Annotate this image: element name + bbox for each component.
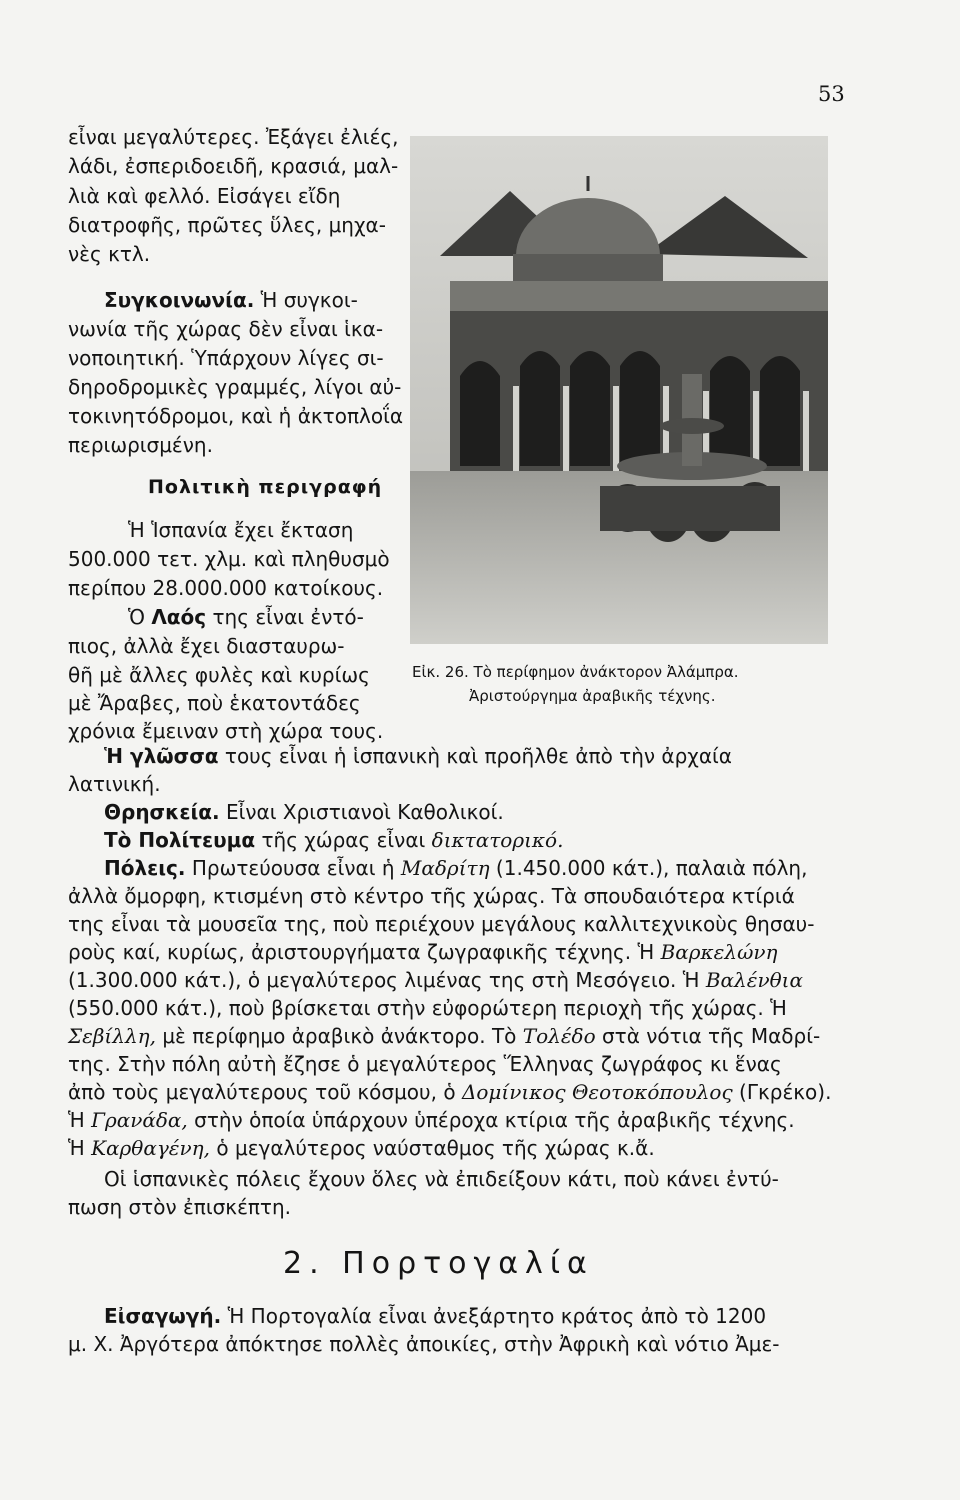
text-line: ἀλλὰ ὄμορφη, κτισμένη στὸ κέντρο τῆς χώρας. Τὰ σπουδαιότερα κτίριά bbox=[68, 884, 795, 908]
text-span: Βαλένθια bbox=[705, 968, 804, 992]
text-line: διατροφῆς, πρῶτες ὕλες, μηχα- bbox=[68, 213, 386, 237]
intro-title: Εἰσαγωγή. bbox=[104, 1304, 222, 1328]
text-span: Σεβίλλη, bbox=[68, 1024, 156, 1048]
text-line: της εἶναι τὰ μουσεῖα της, ποὺ περιέχουν μεγάλους καλλιτεχνικοὺς θησαυ- bbox=[68, 912, 815, 936]
text-line: λιὰ καὶ φελλό. Εἰσάγει εἴδη bbox=[68, 184, 341, 208]
text-span: στὴν ὁποία ὑπάρχουν ὑπέροχα κτίρια τῆς ἀραβικῆς τέχνης. bbox=[187, 1108, 795, 1132]
religion-title: Θρησκεία. bbox=[104, 800, 220, 824]
text-line: πιος, ἀλλὰ ἔχει διασταυρω- bbox=[68, 634, 345, 658]
text-span: Καρθαγένη, bbox=[91, 1136, 211, 1160]
text-line bbox=[68, 967, 803, 993]
text-line: 500.000 τετ. χλμ. καὶ πληθυσμὸ bbox=[68, 547, 390, 571]
alhambra-photo-illustration bbox=[410, 136, 828, 644]
paragraph-government bbox=[104, 827, 563, 853]
page-number: 53 bbox=[818, 82, 845, 106]
text-span: της εἶναι ἐντό- bbox=[206, 605, 364, 629]
text-span: Δομίνικος Θεοτοκόπουλος bbox=[461, 1080, 733, 1104]
paragraph-people bbox=[128, 604, 364, 630]
text-span: Ἡ Πορτογαλία εἶναι ἀνεξάρτητο κράτος ἀπὸ τὸ 1200 bbox=[221, 1304, 767, 1328]
text-line: Ἡ Ἱσπανία ἔχει ἔκταση bbox=[128, 518, 354, 542]
text-span: τῆς χώρας εἶναι bbox=[255, 828, 432, 852]
text-line: λατινική. bbox=[68, 772, 161, 796]
text-span: Ἡ συγκοι- bbox=[254, 288, 358, 312]
text-line: περιωρισμένη. bbox=[68, 433, 213, 457]
paragraph-intro bbox=[104, 1303, 766, 1329]
text-line: χρόνια ἔμειναν στὴ χώρα τους. bbox=[68, 719, 384, 743]
text-span: ροὺς καί, κυρίως, ἀριστουργήματα ζωγραφικῆς τέχνης. Ἡ bbox=[68, 940, 661, 964]
text-line: νωνία τῆς χώρας δὲν εἶναι ἱκα- bbox=[68, 317, 384, 341]
paragraph-religion bbox=[104, 799, 504, 825]
language-title: Ἡ γλῶσσα bbox=[104, 744, 219, 768]
section-title-portugal: 2. Πορτογαλία bbox=[283, 1246, 594, 1281]
text-span: τους εἶναι ἡ ἱσπανικὴ καὶ προῆλθε ἀπὸ τὴν ἀρχαία bbox=[218, 744, 732, 768]
text-span: Εἶναι Χριστιανοὶ Καθολικοί. bbox=[219, 800, 504, 824]
text-span: Τολέδο bbox=[522, 1024, 596, 1048]
text-line: νὲς κτλ. bbox=[68, 242, 151, 266]
text-line bbox=[68, 939, 778, 965]
section-heading-political: Πολιτικὴ περιγραφή bbox=[148, 476, 383, 498]
text-span: Ὁ bbox=[128, 605, 152, 629]
text-span: Ἡ bbox=[68, 1108, 92, 1132]
text-span: ὁ μεγαλύτερος ναύσταθμος τῆς χώρας κ.ἄ. bbox=[210, 1136, 655, 1160]
text-span: (Γκρέκο). bbox=[732, 1080, 832, 1104]
paragraph-communication bbox=[104, 287, 358, 313]
cities-title: Πόλεις. bbox=[104, 856, 186, 880]
text-line: περίπου 28.000.000 κατοίκους. bbox=[68, 576, 384, 600]
government-title: Τὸ Πολίτευμα bbox=[104, 828, 256, 852]
text-span: Ἡ bbox=[68, 1136, 92, 1160]
text-line bbox=[68, 1079, 831, 1105]
text-line: Οἱ ἱσπανικὲς πόλεις ἔχουν ὅλες νὰ ἐπιδείξουν κάτι, ποὺ κάνει ἐντύ- bbox=[104, 1167, 779, 1191]
text-line: λάδι, ἐσπεριδοειδῆ, κρασιά, μαλ- bbox=[68, 154, 399, 178]
text-line: (550.000 κάτ.), ποὺ βρίσκεται στὴν εὐφορώτερη περιοχὴ τῆς χώρας. Ἡ bbox=[68, 996, 787, 1020]
communication-title: Συγκοινωνία. bbox=[104, 288, 255, 312]
figure-caption-line-1: Εἰκ. 26. Τὸ περίφημον ἀνάκτορον Ἀλάμπρα. bbox=[412, 663, 739, 681]
text-span: στὰ νότια τῆς Μαδρί- bbox=[595, 1024, 821, 1048]
paragraph-language bbox=[104, 743, 732, 769]
text-span: ἀπὸ τοὺς μεγαλύτερους τοῦ κόσμου, ὁ bbox=[68, 1080, 462, 1104]
text-line: εἶναι μεγαλύτερες. Ἐξάγει ἐλιές, bbox=[68, 125, 399, 149]
text-line: νοποιητική. Ὑπάρχουν λίγες σι- bbox=[68, 346, 384, 370]
text-span: Γρανάδα, bbox=[91, 1108, 188, 1132]
alhambra-photo bbox=[410, 136, 828, 644]
text-line: τοκινητόδρομοι, καὶ ἡ ἀκτοπλοΐα bbox=[68, 404, 404, 428]
text-span: (1.300.000 κάτ.), ὁ μεγαλύτερος λιμένας της στὴ Μεσόγειο. Ἡ bbox=[68, 968, 706, 992]
text-span: δικτατορικό. bbox=[431, 828, 564, 852]
text-span: Πρωτεύουσα εἶναι ἡ bbox=[185, 856, 401, 880]
text-span: μὲ περίφημο ἀραβικὸ ἀνάκτορο. Τὸ bbox=[155, 1024, 523, 1048]
text-line: δηροδρομικὲς γραμμές, λίγοι αὐ- bbox=[68, 375, 402, 399]
text-span: (1.450.000 κάτ.), παλαιὰ πόλη, bbox=[489, 856, 808, 880]
text-line: της. Στὴν πόλη αὐτὴ ἔζησε ὁ μεγαλύτερος Ἕλληνας ζωγράφος κι ἕνας bbox=[68, 1052, 782, 1076]
text-line bbox=[68, 1107, 795, 1133]
text-line: μ. Χ. Ἀργότερα ἀπόκτησε πολλὲς ἀποικίες, στὴν Ἀφρικὴ καὶ νότιο Ἀμε- bbox=[68, 1332, 780, 1356]
text-span: Μαδρίτη bbox=[400, 856, 490, 880]
people-title: Λαός bbox=[151, 605, 207, 629]
text-line: πωση στὸν ἐπισκέπτη. bbox=[68, 1195, 291, 1219]
text-line: θῆ μὲ ἄλλες φυλὲς καὶ κυρίως bbox=[68, 663, 370, 687]
text-line bbox=[68, 1023, 820, 1049]
text-line bbox=[68, 1135, 655, 1161]
text-span: Βαρκελώνη bbox=[660, 940, 778, 964]
text-line: μὲ Ἄραβες, ποὺ ἑκατοντάδες bbox=[68, 691, 361, 715]
paragraph-cities bbox=[104, 855, 807, 881]
figure-caption-line-2: Ἀριστούργημα ἀραβικῆς τέχνης. bbox=[469, 687, 716, 705]
